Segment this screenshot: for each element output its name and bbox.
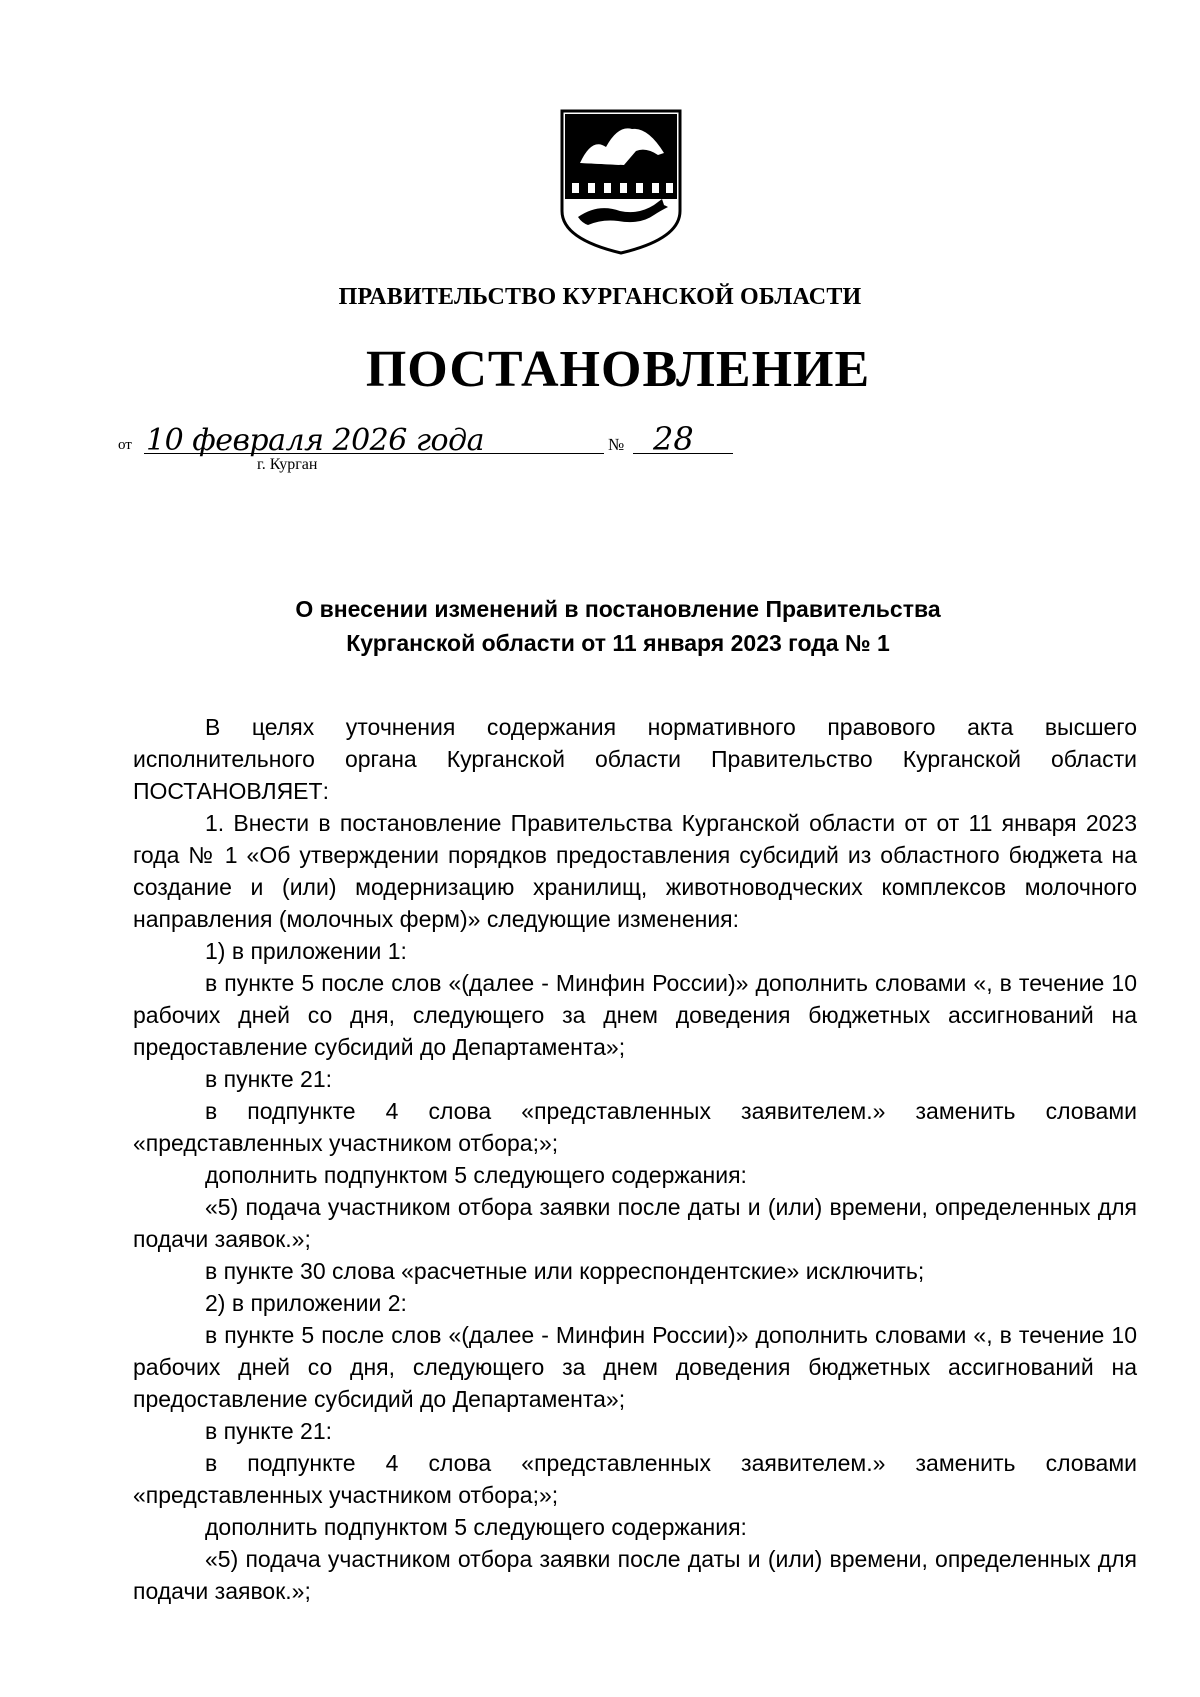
handwritten-date: 10 февраля 2026 года: [146, 423, 485, 458]
document-type-title: ПОСТАНОВЛЕНИЕ: [365, 341, 871, 398]
body-paragraph: в пункте 5 после слов «(далее - Минфин России)» дополнить словами «, в течение 10 рабочих дней со дня, следующего за днем доведения бюджетных ассигнований на предоставление субсидий до Департамента»;: [133, 1322, 1137, 1412]
body-paragraph: в пункте 5 после слов «(далее - Минфин России)» дополнить словами «, в течение 10 рабочих дней со дня, следующего за днем доведения бюджетных ассигнований на предоставление субсидий до Департамента»;: [133, 970, 1137, 1060]
body-paragraph: дополнить подпунктом 5 следующего содержания:: [205, 1162, 747, 1188]
subject-line: О внесении изменений в постановление Правительства: [295, 596, 941, 622]
date-number-line: [118, 420, 694, 465]
body-paragraph: 1. Внести в постановление Правительства Курганской области от от 11 января 2023 года № 1 «Об утверждении порядков предоставления субсидий из областного бюджета на создание и (или) модернизацию хранилищ, животноводческих комплексов молочного направления (молочных ферм)» следующие изменения:: [133, 810, 1137, 932]
body-paragraph: «5) подача участником отбора заявки после даты и (или) времени, определенных для подачи заявок.»;: [133, 1194, 1137, 1252]
body-paragraph: в подпункте 4 слова «представленных заявителем.» заменить словами «представленных участником отбора;»;: [133, 1450, 1137, 1508]
body-paragraph: в пункте 21:: [205, 1066, 333, 1092]
date-prefix: от: [118, 437, 132, 453]
body-paragraph: в подпункте 4 слова «представленных заявителем.» заменить словами «представленных участником отбора;»;: [133, 1098, 1137, 1156]
body-paragraph: «5) подача участником отбора заявки после даты и (или) времени, определенных для подачи заявок.»;: [133, 1546, 1137, 1604]
handwritten-number: 28: [653, 420, 694, 458]
body-paragraph: 2) в приложении 2:: [205, 1290, 407, 1316]
body-paragraph: дополнить подпунктом 5 следующего содержания:: [205, 1514, 747, 1540]
body-paragraph: в пункте 30 слова «расчетные или корреспондентские» исключить;: [205, 1258, 925, 1284]
body-paragraph: в пункте 21:: [205, 1418, 333, 1444]
document-body: [133, 711, 1137, 1607]
city-label: г. Курган: [257, 456, 318, 473]
body-paragraph: В целях уточнения содержания нормативного правового акта высшего исполнительного органа Курганской области Правительство Курганской области ПОСТАНОВЛЯЕТ:: [133, 714, 1137, 804]
number-underline: [633, 453, 733, 454]
subject-line: Курганской области от 11 января 2023 года № 1: [346, 630, 890, 656]
date-underline: [144, 453, 604, 454]
document-subject: [0, 592, 1200, 660]
kurgan-region-coat-of-arms-icon: [558, 107, 684, 257]
organization-name: ПРАВИТЕЛЬСТВО КУРГАНСКОЙ ОБЛАСТИ: [338, 284, 862, 310]
number-sign: №: [608, 435, 625, 454]
body-paragraph: 1) в приложении 1:: [205, 938, 407, 964]
